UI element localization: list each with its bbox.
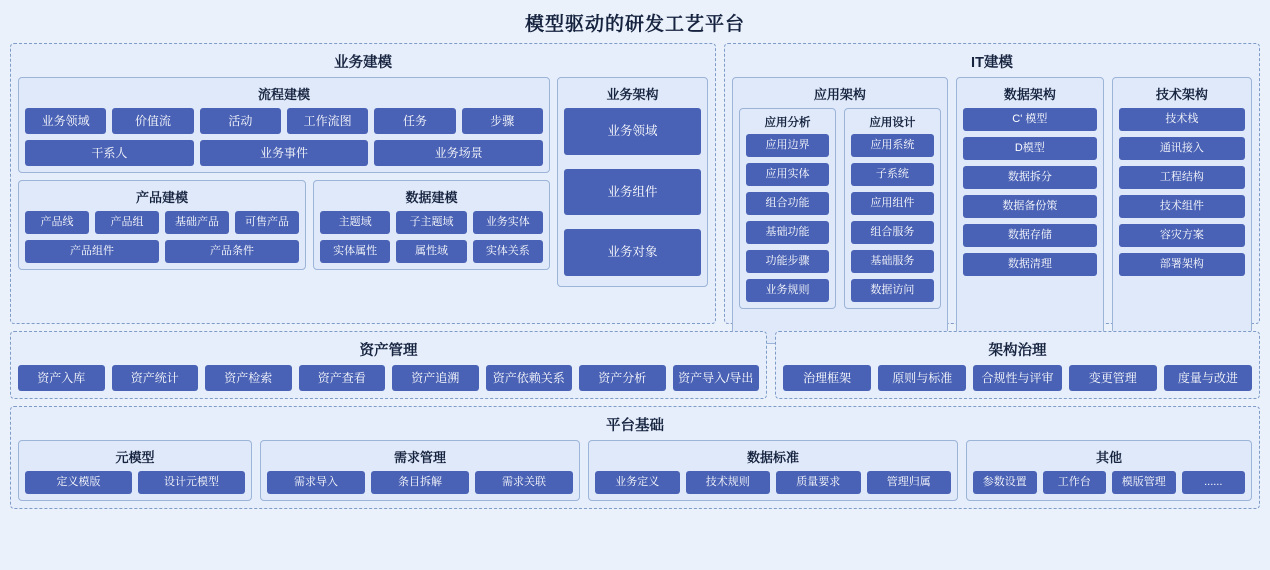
chip-product-item[interactable]: 产品组 <box>95 211 159 234</box>
chip-asset-management-item[interactable]: 资产检索 <box>205 365 292 391</box>
chip-data-architecture-item[interactable]: D模型 <box>963 137 1097 160</box>
panel-title-business-architecture: 业务架构 <box>606 87 659 102</box>
section-it-modeling <box>724 43 1260 324</box>
chip-data-model-item[interactable]: 子主题域 <box>396 211 466 234</box>
chip-technical-architecture-item[interactable]: 工程结构 <box>1119 166 1245 189</box>
chip-technical-architecture-item[interactable]: 技术栈 <box>1119 108 1245 131</box>
chip-product-item[interactable]: 可售产品 <box>235 211 299 234</box>
chip-data-model-item[interactable]: 实体关系 <box>473 240 543 263</box>
chip-product-item[interactable]: 产品条件 <box>165 240 299 263</box>
chip-requirement-management-item[interactable]: 条目拆解 <box>371 471 469 494</box>
panel-title-process-modeling: 流程建模 <box>257 87 310 102</box>
panel-title-requirement-management: 需求管理 <box>393 450 446 465</box>
chip-business-architecture-item[interactable]: 业务组件 <box>564 169 701 216</box>
section-platform-foundation <box>10 406 1260 509</box>
chip-application-analysis-item[interactable]: 应用实体 <box>746 163 829 186</box>
section-title-asset-management: 资产管理 <box>359 343 418 359</box>
chip-process-item[interactable]: 业务领域 <box>25 108 106 134</box>
panel-data-modeling <box>313 180 550 270</box>
chip-process-item[interactable]: 活动 <box>200 108 281 134</box>
chip-requirement-management-item[interactable]: 需求导入 <box>267 471 365 494</box>
section-title-architecture-governance: 架构治理 <box>988 343 1047 359</box>
panel-title-product-modeling: 产品建模 <box>135 190 188 205</box>
panel-data-architecture <box>956 77 1104 344</box>
chip-asset-management-item[interactable]: 资产追溯 <box>392 365 479 391</box>
chip-application-analysis-item[interactable]: 业务规则 <box>746 279 829 302</box>
chip-application-analysis-item[interactable]: 功能步骤 <box>746 250 829 273</box>
chip-asset-management-item[interactable]: 资产统计 <box>112 365 199 391</box>
chip-data-architecture-item[interactable]: 数据备份策 <box>963 195 1097 218</box>
chip-product-item[interactable]: 产品线 <box>25 211 89 234</box>
section-asset-management <box>10 331 767 399</box>
chip-asset-management-item[interactable]: 资产分析 <box>579 365 666 391</box>
page-title: 模型驱动的研发工艺平台 <box>524 14 745 35</box>
chip-product-item[interactable]: 基础产品 <box>165 211 229 234</box>
chip-meta-model-item[interactable]: 设计元模型 <box>138 471 245 494</box>
chip-product-item[interactable]: 产品组件 <box>25 240 159 263</box>
panel-title-application-analysis: 应用分析 <box>764 117 811 129</box>
chip-technical-architecture-item[interactable]: 通讯接入 <box>1119 137 1245 160</box>
panel-title-data-modeling: 数据建模 <box>405 190 458 205</box>
chip-application-design-item[interactable]: 基础服务 <box>851 250 934 273</box>
chip-data-architecture-item[interactable]: 数据清理 <box>963 253 1097 276</box>
chip-data-standard-item[interactable]: 技术规则 <box>686 471 771 494</box>
section-title-platform-foundation: 平台基础 <box>606 418 664 434</box>
chip-application-design-item[interactable]: 组合服务 <box>851 221 934 244</box>
chip-architecture-governance-item[interactable]: 合规性与评审 <box>973 365 1061 391</box>
panel-title-meta-model: 元模型 <box>115 450 155 465</box>
chip-application-analysis-item[interactable]: 应用边界 <box>746 134 829 157</box>
top-row <box>10 43 1260 324</box>
chip-process-item[interactable]: 工作流图 <box>287 108 368 134</box>
panel-application-architecture <box>732 77 948 344</box>
chip-other-item[interactable]: 模版管理 <box>1112 471 1176 494</box>
section-title-business-modeling: 业务建模 <box>334 55 392 71</box>
chip-technical-architecture-item[interactable]: 容灾方案 <box>1119 224 1245 247</box>
panel-process-modeling <box>18 77 550 173</box>
chip-application-analysis-item[interactable]: 基础功能 <box>746 221 829 244</box>
chip-application-design-item[interactable]: 应用组件 <box>851 192 934 215</box>
chip-asset-management-item[interactable]: 资产入库 <box>18 365 105 391</box>
chip-data-standard-item[interactable]: 管理归属 <box>867 471 952 494</box>
chip-process-item[interactable]: 业务事件 <box>200 140 369 166</box>
chip-asset-management-item[interactable]: 资产导入/导出 <box>673 365 760 391</box>
chip-data-standard-item[interactable]: 业务定义 <box>595 471 680 494</box>
chip-asset-management-item[interactable]: 资产依赖关系 <box>486 365 573 391</box>
chip-business-architecture-item[interactable]: 业务领域 <box>564 108 701 155</box>
panel-meta-model <box>18 440 252 501</box>
chip-meta-model-item[interactable]: 定义模版 <box>25 471 132 494</box>
section-business-modeling <box>10 43 716 324</box>
panel-title-other: 其他 <box>1095 450 1122 465</box>
chip-data-architecture-item[interactable]: C' 模型 <box>963 108 1097 131</box>
panel-title-technical-architecture: 技术架构 <box>1155 87 1208 102</box>
chip-process-item[interactable]: 干系人 <box>25 140 194 166</box>
chip-business-architecture-item[interactable]: 业务对象 <box>564 229 701 276</box>
chip-architecture-governance-item[interactable]: 原则与标准 <box>878 365 966 391</box>
panel-title-application-architecture: 应用架构 <box>813 87 866 102</box>
chip-data-model-item[interactable]: 实体属性 <box>320 240 390 263</box>
chip-application-analysis-item[interactable]: 组合功能 <box>746 192 829 215</box>
chip-data-model-item[interactable]: 业务实体 <box>473 211 543 234</box>
panel-application-design <box>844 108 941 309</box>
chip-data-architecture-item[interactable]: 数据拆分 <box>963 166 1097 189</box>
chip-data-model-item[interactable]: 属性域 <box>396 240 466 263</box>
chip-technical-architecture-item[interactable]: 部署架构 <box>1119 253 1245 276</box>
chip-requirement-management-item[interactable]: 需求关联 <box>475 471 573 494</box>
panel-other <box>966 440 1252 501</box>
chip-process-item[interactable]: 步骤 <box>462 108 543 134</box>
panel-business-architecture <box>557 77 708 287</box>
chip-data-model-item[interactable]: 主题域 <box>320 211 390 234</box>
chip-architecture-governance-item[interactable]: 治理框架 <box>783 365 871 391</box>
panel-title-application-design: 应用设计 <box>869 117 916 129</box>
chip-asset-management-item[interactable]: 资产查看 <box>299 365 386 391</box>
chip-process-item[interactable]: 价值流 <box>112 108 193 134</box>
chip-application-design-item[interactable]: 应用系统 <box>851 134 934 157</box>
chip-application-design-item[interactable]: 数据访问 <box>851 279 934 302</box>
panel-data-standard <box>588 440 958 501</box>
chip-architecture-governance-item[interactable]: 变更管理 <box>1069 365 1157 391</box>
panel-product-modeling <box>18 180 306 270</box>
chip-other-item[interactable]: ...... <box>1182 471 1246 494</box>
panel-requirement-management <box>260 440 580 501</box>
chip-application-design-item[interactable]: 子系统 <box>851 163 934 186</box>
chip-data-architecture-item[interactable]: 数据存储 <box>963 224 1097 247</box>
chip-data-standard-item[interactable]: 质量要求 <box>776 471 861 494</box>
panel-application-analysis <box>739 108 836 309</box>
section-title-it-modeling: IT建模 <box>971 55 1013 71</box>
chip-technical-architecture-item[interactable]: 技术组件 <box>1119 195 1245 218</box>
chip-process-item[interactable]: 业务场景 <box>374 140 543 166</box>
middle-row <box>10 331 1260 399</box>
chip-architecture-governance-item[interactable]: 度量与改进 <box>1164 365 1252 391</box>
section-architecture-governance <box>775 331 1260 399</box>
panel-title-data-standard: 数据标准 <box>746 450 799 465</box>
chip-other-item[interactable]: 工作台 <box>1043 471 1107 494</box>
chip-process-item[interactable]: 任务 <box>374 108 455 134</box>
chip-other-item[interactable]: 参数设置 <box>973 471 1037 494</box>
panel-title-data-architecture: 数据架构 <box>1003 87 1056 102</box>
panel-technical-architecture <box>1112 77 1252 344</box>
